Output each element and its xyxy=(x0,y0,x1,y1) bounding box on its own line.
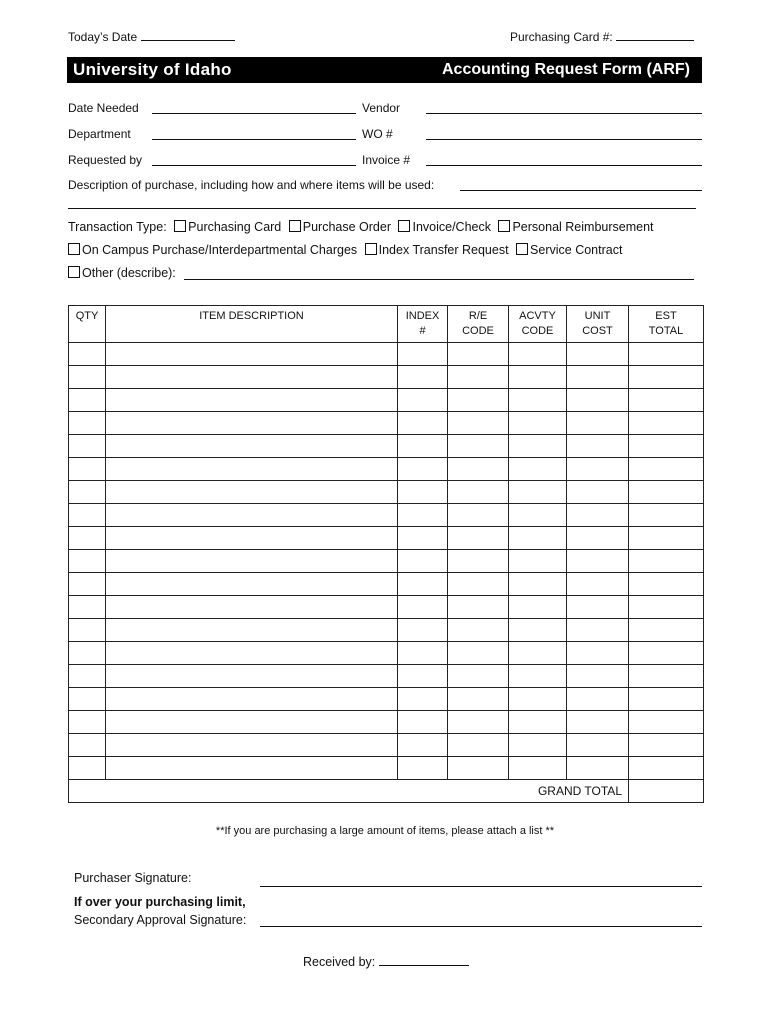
index-cell[interactable] xyxy=(398,389,448,412)
index-cell[interactable] xyxy=(398,412,448,435)
re-code-cell[interactable] xyxy=(448,412,509,435)
secondary-approval-label: Secondary Approval Signature: xyxy=(74,913,247,927)
qty-cell[interactable] xyxy=(69,550,106,573)
re-code-cell[interactable] xyxy=(448,688,509,711)
index-cell[interactable] xyxy=(398,504,448,527)
qty-cell[interactable] xyxy=(69,596,106,619)
description-cell[interactable] xyxy=(106,481,398,504)
est-total-cell[interactable] xyxy=(629,757,704,780)
re-code-cell[interactable] xyxy=(448,527,509,550)
description-cell[interactable] xyxy=(106,734,398,757)
index-cell[interactable] xyxy=(398,527,448,550)
acvty-code-cell[interactable] xyxy=(509,642,567,665)
purchasing-card-label: Purchasing Card #: xyxy=(510,30,613,44)
est-total-cell[interactable] xyxy=(629,343,704,366)
qty-cell[interactable] xyxy=(69,757,106,780)
table-row xyxy=(69,527,704,550)
items-body xyxy=(69,343,704,780)
table-row xyxy=(69,734,704,757)
other-describe-line[interactable] xyxy=(184,279,694,280)
checkbox[interactable] xyxy=(516,243,528,255)
description-cell[interactable] xyxy=(106,527,398,550)
table-row xyxy=(69,711,704,734)
qty-cell[interactable] xyxy=(69,343,106,366)
option-invoice-check[interactable]: Invoice/Check xyxy=(398,220,491,234)
acvty-code-cell[interactable] xyxy=(509,343,567,366)
re-code-cell[interactable] xyxy=(448,458,509,481)
index-cell[interactable] xyxy=(398,711,448,734)
est-total-cell[interactable] xyxy=(629,435,704,458)
est-total-cell[interactable] xyxy=(629,366,704,389)
header-item-description: ITEM DESCRIPTION xyxy=(106,306,398,343)
re-code-cell[interactable] xyxy=(448,619,509,642)
acvty-code-cell[interactable] xyxy=(509,711,567,734)
header-unit-cost: UNIT COST xyxy=(567,306,629,343)
checkbox[interactable] xyxy=(174,220,186,232)
checkbox[interactable] xyxy=(398,220,410,232)
index-cell[interactable] xyxy=(398,596,448,619)
unit-cost-cell[interactable] xyxy=(567,458,629,481)
checkbox[interactable] xyxy=(498,220,510,232)
table-row xyxy=(69,343,704,366)
acvty-code-cell[interactable] xyxy=(509,573,567,596)
checkbox[interactable] xyxy=(68,266,80,278)
description-cell[interactable] xyxy=(106,596,398,619)
option-purchasing-card[interactable]: Purchasing Card xyxy=(174,220,281,234)
index-cell[interactable] xyxy=(398,734,448,757)
unit-cost-cell[interactable] xyxy=(567,389,629,412)
re-code-cell[interactable] xyxy=(448,550,509,573)
requested-by-line[interactable] xyxy=(152,165,356,166)
transaction-type-row-1 xyxy=(68,220,658,234)
unit-cost-cell[interactable] xyxy=(567,688,629,711)
unit-cost-cell[interactable] xyxy=(567,711,629,734)
wo-line[interactable] xyxy=(426,139,702,140)
unit-cost-cell[interactable] xyxy=(567,757,629,780)
qty-cell[interactable] xyxy=(69,527,106,550)
table-row xyxy=(69,619,704,642)
unit-cost-cell[interactable] xyxy=(567,481,629,504)
option-service-contract[interactable]: Service Contract xyxy=(516,243,622,257)
acvty-code-cell[interactable] xyxy=(509,734,567,757)
acvty-code-cell[interactable] xyxy=(509,366,567,389)
re-code-cell[interactable] xyxy=(448,573,509,596)
acvty-code-cell[interactable] xyxy=(509,458,567,481)
re-code-cell[interactable] xyxy=(448,366,509,389)
description-cell[interactable] xyxy=(106,366,398,389)
option-personal-reimbursement[interactable]: Personal Reimbursement xyxy=(498,220,653,234)
date-needed-label: Date Needed xyxy=(68,101,139,115)
received-by-label: Received by: xyxy=(303,955,376,969)
qty-cell[interactable] xyxy=(69,458,106,481)
re-code-cell[interactable] xyxy=(448,642,509,665)
qty-cell[interactable] xyxy=(69,412,106,435)
grand-total-cell[interactable] xyxy=(629,780,704,803)
department-label: Department xyxy=(68,127,131,141)
description-cell[interactable] xyxy=(106,412,398,435)
unit-cost-cell[interactable] xyxy=(567,527,629,550)
purchaser-signature-label: Purchaser Signature: xyxy=(74,871,192,885)
purchasing-card-field[interactable] xyxy=(510,30,694,44)
acvty-code-cell[interactable] xyxy=(509,389,567,412)
unit-cost-cell[interactable] xyxy=(567,665,629,688)
received-by-line[interactable] xyxy=(379,955,469,966)
over-limit-label: If over your purchasing limit, xyxy=(74,895,246,909)
department-line[interactable] xyxy=(152,139,356,140)
unit-cost-cell[interactable] xyxy=(567,619,629,642)
re-code-cell[interactable] xyxy=(448,343,509,366)
qty-cell[interactable] xyxy=(69,642,106,665)
qty-cell[interactable] xyxy=(69,573,106,596)
attach-list-note: **If you are purchasing a large amount of items, please attach a list ** xyxy=(215,825,555,837)
acvty-code-cell[interactable] xyxy=(509,688,567,711)
table-row xyxy=(69,642,704,665)
est-total-cell[interactable] xyxy=(629,665,704,688)
option-on-campus-purchase[interactable]: On Campus Purchase/Interdepartmental Charges xyxy=(68,243,357,257)
est-total-cell[interactable] xyxy=(629,550,704,573)
est-total-cell[interactable] xyxy=(629,734,704,757)
table-header-row xyxy=(69,306,704,343)
re-code-cell[interactable] xyxy=(448,504,509,527)
unit-cost-cell[interactable] xyxy=(567,642,629,665)
re-code-cell[interactable] xyxy=(448,734,509,757)
acvty-code-cell[interactable] xyxy=(509,527,567,550)
acvty-code-cell[interactable] xyxy=(509,481,567,504)
qty-cell[interactable] xyxy=(69,389,106,412)
table-row xyxy=(69,550,704,573)
index-cell[interactable] xyxy=(398,573,448,596)
qty-cell[interactable] xyxy=(69,619,106,642)
table-row xyxy=(69,366,704,389)
index-cell[interactable] xyxy=(398,458,448,481)
index-cell[interactable] xyxy=(398,481,448,504)
vendor-line[interactable] xyxy=(426,113,702,114)
table-row xyxy=(69,596,704,619)
todays-date-label: Today’s Date xyxy=(68,30,138,44)
unit-cost-cell[interactable] xyxy=(567,504,629,527)
index-cell[interactable] xyxy=(398,619,448,642)
qty-cell[interactable] xyxy=(69,711,106,734)
table-row xyxy=(69,458,704,481)
date-needed-line[interactable] xyxy=(152,113,356,114)
form-banner xyxy=(67,57,702,83)
header-est-total: EST TOTAL xyxy=(629,306,704,343)
description-cell[interactable] xyxy=(106,711,398,734)
est-total-cell[interactable] xyxy=(629,504,704,527)
option-purchase-order[interactable]: Purchase Order xyxy=(289,220,391,234)
est-total-cell[interactable] xyxy=(629,619,704,642)
re-code-cell[interactable] xyxy=(448,711,509,734)
qty-cell[interactable] xyxy=(69,688,106,711)
table-row xyxy=(69,481,704,504)
unit-cost-cell[interactable] xyxy=(567,573,629,596)
grand-total-label: GRAND TOTAL xyxy=(69,780,629,803)
acvty-code-cell[interactable] xyxy=(509,665,567,688)
received-by-field[interactable] xyxy=(303,955,469,969)
qty-cell[interactable] xyxy=(69,665,106,688)
todays-date-line[interactable] xyxy=(141,30,235,41)
transaction-type-row-2 xyxy=(68,243,626,257)
est-total-cell[interactable] xyxy=(629,688,704,711)
checkbox[interactable] xyxy=(289,220,301,232)
transaction-type-label: Transaction Type: xyxy=(68,220,167,234)
transaction-type-row-3 xyxy=(68,266,180,280)
header-qty: QTY xyxy=(69,306,106,343)
index-cell[interactable] xyxy=(398,688,448,711)
description-label: Description of purchase, including how and where items will be used: xyxy=(68,178,435,192)
grand-total-row xyxy=(69,780,704,803)
vendor-label: Vendor xyxy=(362,101,401,115)
option-other[interactable]: Other (describe): xyxy=(68,266,176,280)
qty-cell[interactable] xyxy=(69,435,106,458)
unit-cost-cell[interactable] xyxy=(567,366,629,389)
est-total-cell[interactable] xyxy=(629,458,704,481)
est-total-cell[interactable] xyxy=(629,642,704,665)
index-cell[interactable] xyxy=(398,642,448,665)
acvty-code-cell[interactable] xyxy=(509,757,567,780)
acvty-code-cell[interactable] xyxy=(509,619,567,642)
est-total-cell[interactable] xyxy=(629,389,704,412)
re-code-cell[interactable] xyxy=(448,757,509,780)
description-cell[interactable] xyxy=(106,619,398,642)
table-row xyxy=(69,504,704,527)
table-row xyxy=(69,435,704,458)
description-cell[interactable] xyxy=(106,435,398,458)
description-cell[interactable] xyxy=(106,688,398,711)
unit-cost-cell[interactable] xyxy=(567,343,629,366)
table-row xyxy=(69,757,704,780)
description-cell[interactable] xyxy=(106,642,398,665)
checkbox[interactable] xyxy=(365,243,377,255)
description-cell[interactable] xyxy=(106,665,398,688)
acvty-code-cell[interactable] xyxy=(509,435,567,458)
acvty-code-cell[interactable] xyxy=(509,412,567,435)
table-row xyxy=(69,389,704,412)
qty-cell[interactable] xyxy=(69,366,106,389)
index-cell[interactable] xyxy=(398,757,448,780)
acvty-code-cell[interactable] xyxy=(509,596,567,619)
acvty-code-cell[interactable] xyxy=(509,550,567,573)
index-cell[interactable] xyxy=(398,343,448,366)
description-cell[interactable] xyxy=(106,757,398,780)
todays-date-field[interactable] xyxy=(68,30,235,44)
re-code-cell[interactable] xyxy=(448,435,509,458)
table-row xyxy=(69,688,704,711)
acvty-code-cell[interactable] xyxy=(509,504,567,527)
purchasing-card-line[interactable] xyxy=(616,30,694,41)
re-code-cell[interactable] xyxy=(448,596,509,619)
items-table xyxy=(68,305,704,803)
university-name: University of Idaho xyxy=(73,60,232,79)
qty-cell[interactable] xyxy=(69,504,106,527)
description-cell[interactable] xyxy=(106,458,398,481)
header-acvty-code: ACVTY CODE xyxy=(509,306,567,343)
index-cell[interactable] xyxy=(398,366,448,389)
header-re-code: R/E CODE xyxy=(448,306,509,343)
est-total-cell[interactable] xyxy=(629,527,704,550)
re-code-cell[interactable] xyxy=(448,389,509,412)
est-total-cell[interactable] xyxy=(629,412,704,435)
qty-cell[interactable] xyxy=(69,481,106,504)
description-cell[interactable] xyxy=(106,550,398,573)
description-cell[interactable] xyxy=(106,389,398,412)
description-cell[interactable] xyxy=(106,504,398,527)
index-cell[interactable] xyxy=(398,550,448,573)
option-index-transfer[interactable]: Index Transfer Request xyxy=(365,243,509,257)
unit-cost-cell[interactable] xyxy=(567,435,629,458)
unit-cost-cell[interactable] xyxy=(567,734,629,757)
index-cell[interactable] xyxy=(398,665,448,688)
table-row xyxy=(69,412,704,435)
table-row xyxy=(69,665,704,688)
description-line-2[interactable] xyxy=(68,208,696,209)
est-total-cell[interactable] xyxy=(629,573,704,596)
re-code-cell[interactable] xyxy=(448,665,509,688)
unit-cost-cell[interactable] xyxy=(567,550,629,573)
header-index: INDEX # xyxy=(398,306,448,343)
secondary-approval-line[interactable] xyxy=(260,926,702,927)
requested-by-label: Requested by xyxy=(68,153,143,167)
table-row xyxy=(69,573,704,596)
checkbox[interactable] xyxy=(68,243,80,255)
description-cell[interactable] xyxy=(106,343,398,366)
unit-cost-cell[interactable] xyxy=(567,412,629,435)
description-cell[interactable] xyxy=(106,573,398,596)
description-line-1[interactable] xyxy=(460,190,702,191)
est-total-cell[interactable] xyxy=(629,711,704,734)
invoice-label: Invoice # xyxy=(362,153,411,167)
re-code-cell[interactable] xyxy=(448,481,509,504)
est-total-cell[interactable] xyxy=(629,481,704,504)
unit-cost-cell[interactable] xyxy=(567,596,629,619)
qty-cell[interactable] xyxy=(69,734,106,757)
est-total-cell[interactable] xyxy=(629,596,704,619)
invoice-line[interactable] xyxy=(426,165,702,166)
index-cell[interactable] xyxy=(398,435,448,458)
wo-label: WO # xyxy=(362,127,393,141)
purchaser-signature-line[interactable] xyxy=(260,886,702,887)
form-title: Accounting Request Form (ARF) xyxy=(442,61,690,78)
